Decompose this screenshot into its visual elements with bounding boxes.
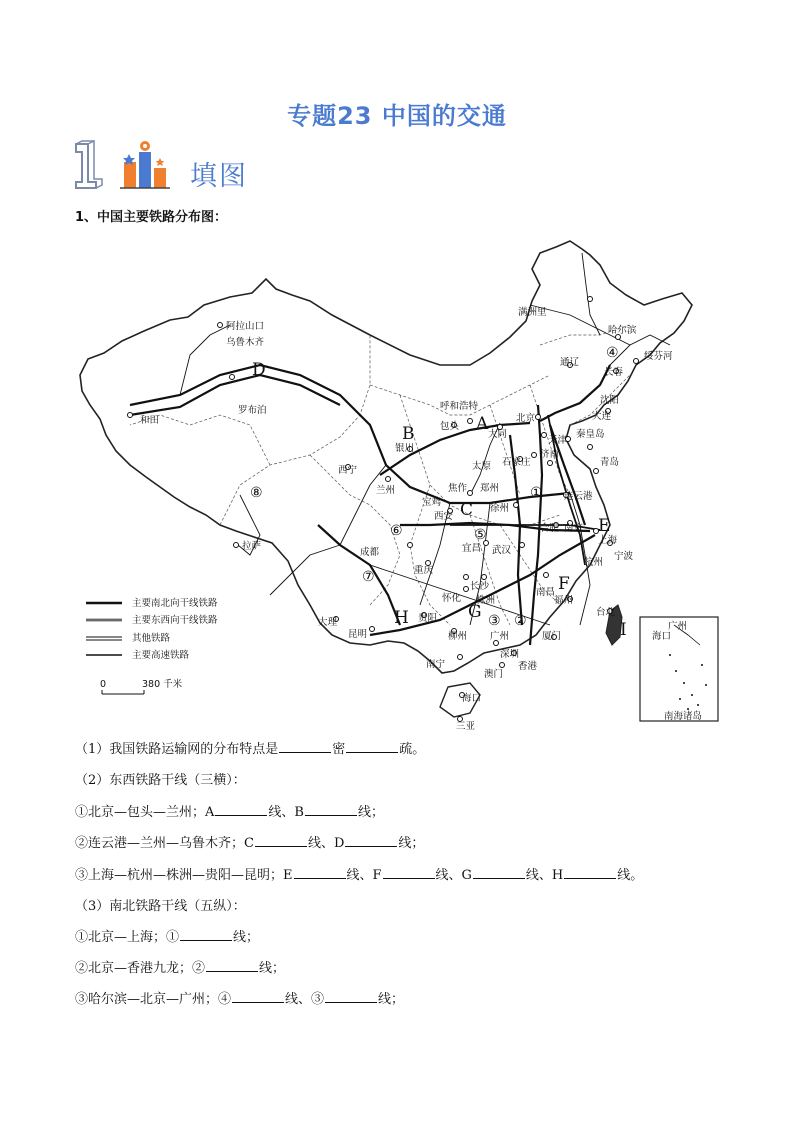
legend-label: 主要东西向干线铁路 — [132, 615, 218, 626]
city-label: 深圳 — [500, 649, 520, 660]
letter-d: D — [252, 360, 266, 380]
city-label: 柳州 — [448, 631, 468, 642]
city-label: 重庆 — [414, 565, 434, 576]
city-label: 南昌 — [536, 587, 556, 598]
inset-haikou: 海口 — [652, 631, 672, 642]
letter-f: F — [558, 574, 570, 594]
city-label: 哈尔滨 — [608, 325, 637, 336]
inset-guangzhou: 广州 — [668, 621, 688, 632]
question-line: ①北京—上海；① 线； — [75, 930, 260, 945]
city-label: 兰州 — [376, 485, 396, 496]
legend-label: 主要南北向干线铁路 — [132, 598, 218, 609]
map-legend — [86, 597, 218, 661]
page-title: 专题23 中国的交通 — [287, 102, 507, 130]
scale-value: 380 千米 — [142, 679, 183, 690]
city-label: 西安 — [434, 511, 454, 522]
city-label: 秦皇岛 — [576, 429, 605, 440]
city-label: 焦作 — [448, 483, 468, 494]
city-label: 阿拉山口 — [226, 321, 265, 332]
letter-g: G — [468, 602, 482, 622]
map-scale — [100, 678, 183, 694]
question-line: ③哈尔滨—北京—广州；④ 线、③ 线； — [75, 992, 405, 1007]
city-label: 成都 — [360, 547, 380, 558]
answer-blank[interactable] — [345, 834, 397, 847]
city-label: 福州 — [554, 595, 574, 606]
circle-4: ④ — [606, 345, 619, 361]
city-label: 广州 — [490, 631, 510, 642]
south-china-sea-inset — [640, 617, 718, 722]
scale-zero: 0 — [100, 679, 107, 690]
city-label: 石家庄 — [502, 457, 531, 468]
circle-3: ③ — [488, 613, 501, 629]
letter-c: C — [460, 500, 474, 520]
letter-h: H — [394, 608, 409, 628]
answer-blank[interactable] — [473, 866, 525, 879]
question-line: （3）南北铁路干线（五纵）： — [75, 899, 246, 914]
question-line: ①北京—包头—兰州；A 线、B 线； — [75, 805, 384, 820]
city-label: 三亚 — [456, 721, 476, 730]
question-line: ③上海—杭州—株洲—贵阳—昆明；E 线、F 线、G 线、H 线。 — [75, 868, 644, 883]
city-label: 贵阳 — [418, 613, 438, 624]
circle-7: ⑦ — [362, 569, 375, 585]
circle-6: ⑥ — [390, 523, 403, 539]
inset-title: 南海诸岛 — [664, 711, 703, 722]
railway-map-svg — [70, 225, 730, 730]
number-one-icon — [76, 141, 102, 188]
letter-e: E — [598, 516, 611, 536]
city-label: 昆明 — [348, 629, 368, 640]
city-label: 香港 — [518, 661, 538, 672]
city-label: 满洲里 — [518, 307, 547, 318]
city-label: 宁波 — [614, 551, 634, 562]
railway-map — [70, 225, 730, 730]
answer-blank[interactable] — [206, 959, 258, 972]
section-header — [72, 140, 372, 192]
circle-8: ⑧ — [250, 485, 263, 501]
city-label: 和田 — [140, 415, 160, 426]
city-label: 罗布泊 — [238, 405, 267, 416]
city-label: 怀化 — [442, 593, 462, 604]
city-label: 郑州 — [480, 483, 500, 494]
question-1-heading: 1、中国主要铁路分布图： — [75, 210, 228, 225]
circle-1: ① — [530, 485, 543, 501]
city-label: 澳门 — [484, 669, 504, 680]
city-label: 连云港 — [564, 491, 593, 502]
city-label: 天津 — [548, 435, 568, 446]
bar-chart-icon — [120, 141, 170, 188]
city-label: 拉萨 — [242, 541, 262, 552]
city-label: 长沙 — [470, 581, 490, 592]
question-line: （1）我国铁路运输网的分布特点是 密 疏。 — [75, 742, 426, 757]
legend-label: 主要高速铁路 — [132, 650, 190, 661]
letter-b: B — [402, 424, 415, 444]
answer-blank[interactable] — [564, 866, 616, 879]
answer-blank[interactable] — [305, 803, 357, 816]
city-label: 宝鸡 — [422, 497, 442, 508]
answer-blank[interactable] — [294, 866, 346, 879]
city-label: 海口 — [462, 693, 482, 704]
letter-i: I — [620, 620, 627, 640]
letter-a: A — [476, 414, 489, 434]
city-label: 宜昌 — [462, 543, 482, 554]
question-line: （2）东西铁路干线（三横）： — [75, 773, 246, 788]
city-label: 青岛 — [600, 457, 620, 468]
answer-blank[interactable] — [232, 990, 284, 1003]
city-label: 银川 — [395, 443, 415, 454]
city-label: 太原 — [472, 461, 492, 472]
answer-blank[interactable] — [255, 834, 307, 847]
city-label: 大连 — [592, 411, 612, 422]
city-label: 沈阳 — [600, 395, 620, 406]
city-label: 西宁 — [338, 465, 358, 476]
answer-blank[interactable] — [215, 803, 267, 816]
answer-blank[interactable] — [383, 866, 435, 879]
city-label: 徐州 — [490, 503, 510, 514]
circle-5: ⑤ — [474, 527, 487, 543]
city-label: 乌鲁木齐 — [226, 337, 265, 348]
section-label: 填图 — [190, 161, 248, 192]
city-label: 上海 — [598, 535, 618, 546]
question-line: ②北京—香港九龙；② 线； — [75, 961, 286, 976]
circle-2: ② — [514, 613, 527, 629]
city-label: 南京 — [564, 523, 584, 534]
answer-blank[interactable] — [180, 928, 232, 941]
city-label: 南宁 — [426, 659, 446, 670]
city-label: 杭州 — [584, 557, 604, 568]
city-label: 台北 — [596, 607, 616, 618]
answer-blank[interactable] — [346, 740, 398, 753]
question-line: ②连云港—兰州—乌鲁木齐；C 线、D 线； — [75, 836, 425, 851]
city-label: 长春 — [604, 367, 624, 378]
city-label: 合肥 — [540, 523, 560, 534]
city-label: 呼和浩特 — [440, 401, 479, 412]
city-label: 济南 — [540, 449, 560, 460]
city-label: 绥芬河 — [644, 351, 673, 362]
city-label: 株洲 — [476, 595, 496, 606]
city-label: 北京 — [516, 413, 536, 424]
section-icon — [72, 140, 182, 192]
city-label: 厦门 — [542, 631, 562, 642]
city-label: 武汉 — [492, 545, 512, 556]
city-label: 包头 — [440, 421, 460, 432]
answer-blank[interactable] — [279, 740, 331, 753]
city-label: 大理 — [318, 617, 338, 628]
city-labels — [140, 306, 673, 730]
city-label: 大同 — [488, 429, 508, 440]
answer-blank[interactable] — [325, 990, 377, 1003]
legend-label: 其他铁路 — [132, 633, 171, 644]
city-label: 通辽 — [560, 357, 580, 368]
